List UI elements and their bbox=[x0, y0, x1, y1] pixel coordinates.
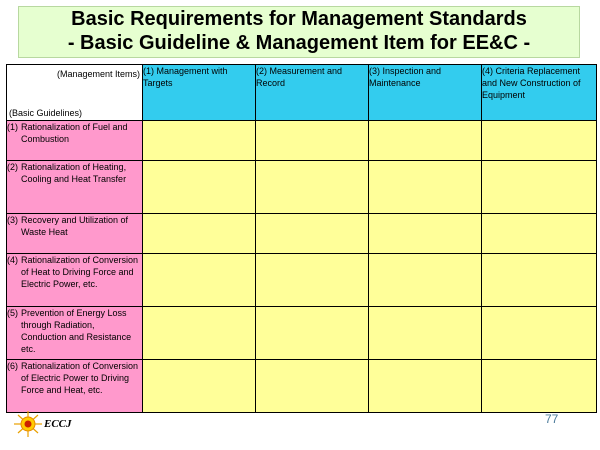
column-header-2: (2) Measurement and Record bbox=[256, 65, 369, 121]
row-number: (5) bbox=[7, 308, 18, 318]
empty-cell bbox=[482, 360, 597, 413]
row-label: Rationalization of Heating, Cooling and Heat Transfer bbox=[21, 162, 127, 184]
row-header-3 bbox=[7, 214, 143, 254]
column-header-4: (4) Criteria Replacement and New Construction of Equipment bbox=[482, 65, 597, 121]
row-label: Rationalization of Conversion of Electric Power to Driving Force and Heat, etc. bbox=[21, 361, 139, 395]
empty-cell bbox=[143, 161, 256, 214]
empty-cell bbox=[256, 360, 369, 413]
row-header-6 bbox=[7, 360, 143, 413]
row-number: (6) bbox=[7, 361, 18, 371]
row-number: (2) bbox=[7, 162, 18, 172]
table-row bbox=[7, 121, 597, 161]
empty-cell bbox=[256, 121, 369, 161]
slide-title-box bbox=[18, 6, 580, 58]
row-label: Rationalization of Conversion of Heat to Driving Force and Electric Power, etc. bbox=[21, 255, 139, 289]
table-row bbox=[7, 360, 597, 413]
empty-cell bbox=[256, 254, 369, 307]
table-corner-cell bbox=[7, 65, 143, 121]
slide-title-line-2: - Basic Guideline & Management Item for EE&C - bbox=[67, 32, 531, 54]
empty-cell bbox=[256, 161, 369, 214]
empty-cell bbox=[482, 161, 597, 214]
row-header-4 bbox=[7, 254, 143, 307]
empty-cell bbox=[256, 214, 369, 254]
row-header-1 bbox=[7, 121, 143, 161]
empty-cell bbox=[143, 360, 256, 413]
empty-cell bbox=[143, 254, 256, 307]
requirements-table bbox=[6, 64, 597, 413]
empty-cell bbox=[369, 254, 482, 307]
row-header-5 bbox=[7, 307, 143, 360]
row-number: (4) bbox=[7, 255, 18, 265]
table-row bbox=[7, 161, 597, 214]
row-number: (3) bbox=[7, 215, 18, 225]
column-header-1: (1) Management with Targets bbox=[143, 65, 256, 121]
empty-cell bbox=[369, 214, 482, 254]
column-header-3: (3) Inspection and Maintenance bbox=[369, 65, 482, 121]
empty-cell bbox=[482, 307, 597, 360]
empty-cell bbox=[482, 121, 597, 161]
empty-cell bbox=[482, 254, 597, 307]
table-row bbox=[7, 254, 597, 307]
empty-cell bbox=[369, 307, 482, 360]
management-items-label: (Management Items) bbox=[56, 69, 140, 79]
empty-cell bbox=[143, 214, 256, 254]
row-header-2 bbox=[7, 161, 143, 214]
empty-cell bbox=[482, 214, 597, 254]
row-label: Rationalization of Fuel and Combustion bbox=[21, 122, 128, 144]
row-label: Recovery and Utilization of Waste Heat bbox=[21, 215, 129, 237]
table-row bbox=[7, 307, 597, 360]
empty-cell bbox=[256, 307, 369, 360]
page-number: 77 bbox=[545, 412, 559, 426]
table-row bbox=[7, 214, 597, 254]
empty-cell bbox=[143, 307, 256, 360]
empty-cell bbox=[143, 121, 256, 161]
row-label: Prevention of Energy Loss through Radiation, Conduction and Resistance etc. bbox=[21, 308, 132, 354]
eccj-logo-text: ECCJ bbox=[44, 418, 72, 430]
empty-cell bbox=[369, 360, 482, 413]
row-number: (1) bbox=[7, 122, 18, 132]
slide-title-line-1: Basic Requirements for Management Standards bbox=[71, 8, 527, 30]
empty-cell bbox=[369, 121, 482, 161]
basic-guidelines-label: (Basic Guidelines) bbox=[9, 108, 83, 118]
empty-cell bbox=[369, 161, 482, 214]
